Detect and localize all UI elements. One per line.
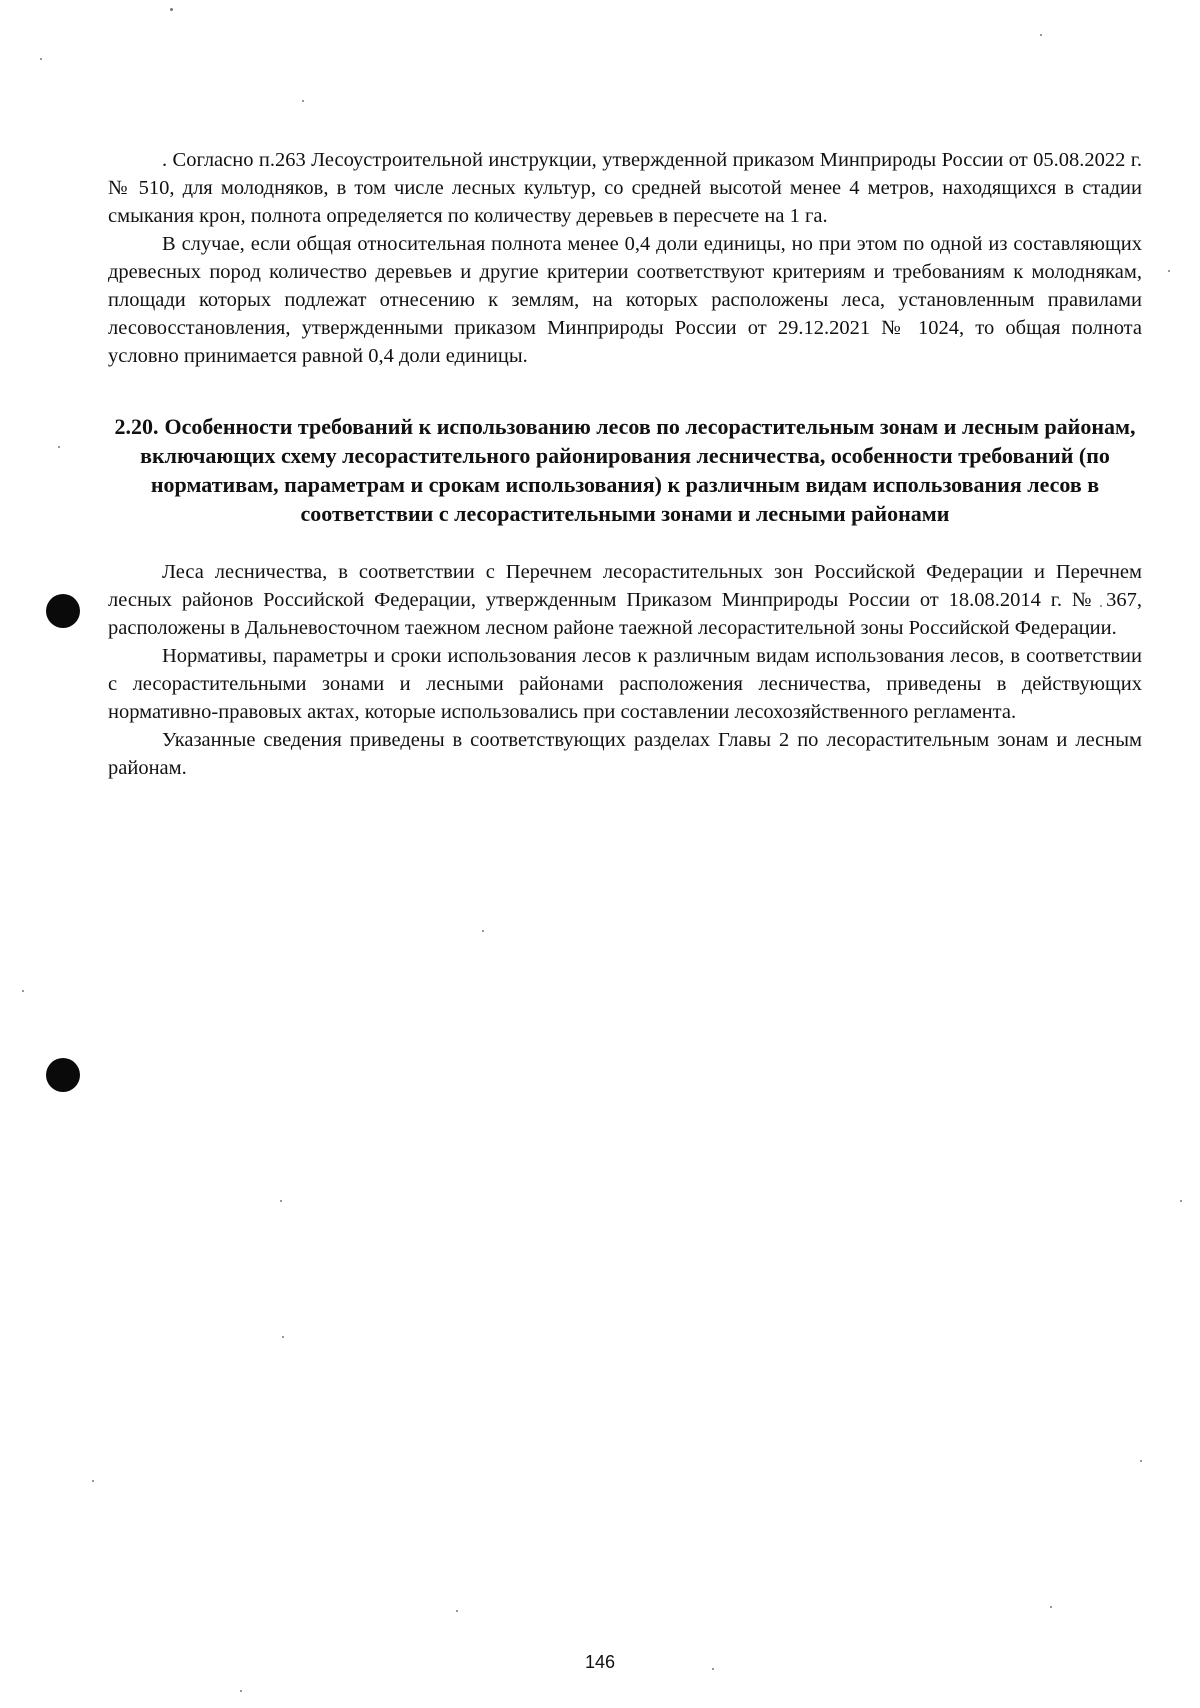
punch-hole-top [46,594,80,628]
paragraph: Леса лесничества, в соответствии с Перечнем лесорастительных зон Российской Федерации и Перечнем лесных районов Российской Федерации, утвержденным Приказом Минприроды России от 18.08.2014 г. № 367, расположены в Дальневосточном таежном лесном районе таежной лесорастительной зоны Российской Федерации. [108,561,1142,639]
paragraph: В случае, если общая относительная полнота менее 0,4 доли единицы, но при этом по одной из составляющих древесных пород количество деревьев и другие критерии соответствуют критериям и требованиям к молоднякам, площади которых подлежат отнесению к землям, на которых расположены леса, установленным правилами лесовосстановления, утвержденными приказом Минприроды России от 29.12.2021 № 1024, то общая полнота условно принимается равной 0,4 доли единицы. [108,233,1142,367]
scan-speck [1180,1200,1182,1202]
paragraph: Указанные сведения приведены в соответствующих разделах Главы 2 по лесорастительным зонам и лесным районам. [108,729,1142,779]
scan-speck [40,58,42,60]
scan-speck [240,1690,242,1692]
punch-hole-bottom [46,1058,80,1092]
scan-speck [456,1610,458,1612]
scan-speck [92,1480,94,1482]
scan-speck [482,930,484,932]
section-number: 2.20. [114,414,159,439]
scan-speck [58,446,60,448]
page-number: 146 [584,1652,616,1672]
paragraph: Нормативы, параметры и сроки использования лесов к различным видам использования лесов, в соответствии с лесорастительными зонами и лесными районами расположения лесничества, приведены в действующих нормативно-правовых актах, которые использовались при составлении лесохозяйственного регламента. [108,645,1142,723]
scan-speck [1050,1606,1052,1608]
document-body [108,146,1142,782]
scan-speck [22,990,24,992]
scan-speck [282,1336,284,1338]
scan-speck [1040,34,1042,36]
scan-speck [1140,1460,1142,1462]
scan-speck [302,100,304,102]
section-heading [108,412,1142,528]
scan-speck [1168,270,1170,272]
paragraph: . Согласно п.263 Лесоустроительной инструкции, утвержденной приказом Минприроды России от 05.08.2022 г. № 510, для молодняков, в том числе лесных культур, со средней высотой менее 4 метров, находящихся в стадии смыкания крон, полнота определяется по количеству деревьев в пересчете на 1 га. [108,149,1142,227]
scan-speck [170,8,173,11]
scan-speck [280,1200,282,1202]
section-title: Особенности требований к использованию лесов по лесорастительным зонам и лесным районам, включающих схему лесорастительного районирования лесничества, особенности требований (по нормативам, параметрам и срокам использования) к различным видам использования лесов в соответствии с лесорастительными зонами и лесными районами [140,414,1136,526]
